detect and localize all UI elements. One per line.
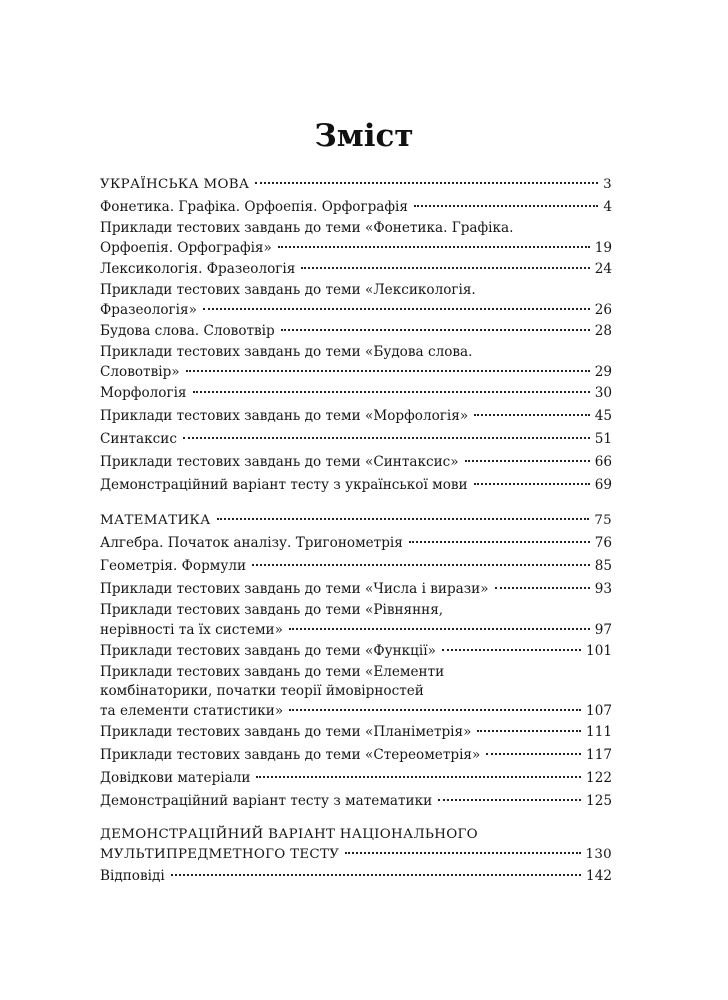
- dot-leader: [252, 564, 590, 566]
- toc-entry: [100, 744, 612, 767]
- toc-entry-text-line: Приклади тестових завдань до теми «Рівняння,: [100, 602, 444, 618]
- toc-entry-row: [100, 451, 612, 474]
- toc-entry-text: Приклади тестових завдань до теми «Морфологія»: [100, 408, 469, 424]
- toc-page-number: 45: [594, 408, 612, 424]
- toc-entry-row: [100, 428, 612, 451]
- toc-page-number: 142: [586, 868, 612, 884]
- dot-leader: [281, 329, 590, 331]
- dot-leader: [495, 587, 590, 589]
- dot-leader: [345, 852, 580, 854]
- toc-page-number: 28: [594, 323, 612, 339]
- toc-entry-row: [100, 701, 612, 721]
- toc-entry-text: Словотвір»: [100, 364, 180, 380]
- toc-page-number: 97: [594, 622, 612, 638]
- toc-entry: [100, 428, 612, 451]
- toc-entry: [100, 555, 612, 578]
- dot-leader: [409, 541, 590, 543]
- dot-leader: [301, 267, 589, 269]
- toc-section-heading: [100, 825, 612, 865]
- dot-leader: [414, 205, 598, 207]
- toc-entry-row: [100, 744, 612, 767]
- section-gap: [100, 497, 612, 509]
- dot-leader: [255, 182, 598, 184]
- toc-page-number: 29: [594, 364, 612, 380]
- toc-page-number: 125: [586, 793, 612, 809]
- toc-entry-text: Орфоепія. Орфографія»: [100, 240, 272, 256]
- toc-entry: [100, 405, 612, 428]
- dot-leader: [183, 437, 590, 439]
- toc-entry-row: [100, 620, 612, 640]
- toc-entry-text: Демонстраційний варіант тесту з української мови: [100, 477, 468, 493]
- toc-entry: [100, 865, 612, 888]
- dot-leader: [486, 753, 581, 755]
- dot-leader: [474, 414, 590, 416]
- toc-entry-row: [100, 532, 612, 555]
- toc-entry: [100, 640, 612, 663]
- toc-entry: [100, 663, 612, 721]
- toc-entry: [100, 767, 612, 790]
- toc-entry-row: [100, 362, 612, 382]
- toc-page-number: 75: [594, 513, 612, 528]
- toc-entry: [100, 578, 612, 601]
- toc-entry-text: Приклади тестових завдань до теми «Числа і вирази»: [100, 581, 489, 597]
- dot-leader: [289, 709, 581, 711]
- toc-page-number: 111: [586, 724, 612, 740]
- toc-page-number: 76: [594, 535, 612, 551]
- toc-entry-text: УКРАЇНСЬКА МОВА: [100, 177, 250, 192]
- toc-page-number: 117: [586, 747, 612, 763]
- toc-entry-text: Морфологія: [100, 385, 187, 401]
- toc-entry-text-line: Приклади тестових завдань до теми «Лексикологія.: [100, 282, 476, 298]
- toc-page-number: 51: [594, 431, 612, 447]
- toc-page-number: 66: [594, 454, 612, 470]
- toc-entry-text: Демонстраційний варіант тесту з математики: [100, 793, 433, 809]
- toc-page-number: 69: [594, 477, 612, 493]
- toc-entry: [100, 382, 612, 405]
- toc-entry-text: Геометрія. Формули: [100, 558, 247, 574]
- toc-page-number: 30: [594, 385, 612, 401]
- toc-entry-text: Синтаксис: [100, 431, 177, 447]
- toc-entry-row: [100, 405, 612, 428]
- dot-leader: [289, 628, 590, 630]
- toc-entry: [100, 721, 612, 744]
- toc-entry: [100, 790, 612, 813]
- toc-entry: [100, 474, 612, 497]
- dot-leader: [477, 730, 581, 732]
- toc-entry-row: [100, 238, 612, 258]
- toc-entry: [100, 343, 612, 382]
- toc-entry-text: Будова слова. Словотвір: [100, 323, 275, 339]
- toc-entry-row: [100, 173, 612, 196]
- dot-leader: [193, 391, 590, 393]
- toc-entry: [100, 196, 612, 219]
- toc-page-number: 130: [585, 847, 612, 862]
- toc-entry-row: [100, 721, 612, 744]
- toc-entry-row: [100, 320, 612, 343]
- section-gap: [100, 813, 612, 825]
- dot-leader: [465, 460, 590, 462]
- toc-section-heading: [100, 509, 612, 532]
- toc-entry-row: [100, 474, 612, 497]
- toc-entry-text: Приклади тестових завдань до теми «Синтаксис»: [100, 454, 459, 470]
- toc-entry-row: [100, 845, 612, 865]
- toc-entry-text-line: Приклади тестових завдань до теми «Будова слова.: [100, 344, 473, 360]
- toc-page-number: 101: [586, 643, 612, 659]
- toc-entry-row: [100, 382, 612, 405]
- toc-entry: [100, 258, 612, 281]
- toc-page-number: 122: [586, 770, 612, 786]
- toc-entry: [100, 532, 612, 555]
- toc-entry: [100, 451, 612, 474]
- toc-entry-text: Приклади тестових завдань до теми «Стереометрія»: [100, 747, 481, 763]
- toc-entry: [100, 219, 612, 258]
- toc-entry-row: [100, 767, 612, 790]
- toc-entry-row: [100, 300, 612, 320]
- toc-page-number: 4: [603, 199, 612, 215]
- toc-entry-row: [100, 555, 612, 578]
- toc-entry-row: [100, 509, 612, 532]
- dot-leader: [171, 874, 581, 876]
- toc-entry-row: [100, 640, 612, 663]
- dot-leader: [278, 246, 590, 248]
- toc-entry-text-line: Приклади тестових завдань до теми «Елементи: [100, 664, 445, 680]
- toc-entry-text: Відповіді: [100, 868, 165, 884]
- toc-entry-text: Приклади тестових завдань до теми «Функції»: [100, 643, 436, 659]
- toc-page-number: 107: [586, 703, 612, 719]
- toc-page-number: 85: [594, 558, 612, 574]
- toc-section-heading: [100, 173, 612, 196]
- toc-entry-text: Приклади тестових завдань до теми «Планіметрія»: [100, 724, 472, 740]
- toc-page-number: 26: [594, 302, 612, 318]
- toc-entry: [100, 320, 612, 343]
- toc-entry-text-line: ДЕМОНСТРАЦІЙНИЙ ВАРІАНТ НАЦІОНАЛЬНОГО: [100, 827, 478, 842]
- dot-leader: [203, 308, 590, 310]
- toc-entry-text: МАТЕМАТИКА: [100, 513, 211, 528]
- toc-entry-text: Фразеологія»: [100, 302, 197, 318]
- table-of-contents: [100, 173, 612, 888]
- dot-leader: [256, 776, 581, 778]
- toc-entry-row: [100, 196, 612, 219]
- toc-entry: [100, 601, 612, 640]
- toc-page-number: 3: [603, 177, 612, 192]
- toc-entry-text: нерівності та їх системи»: [100, 622, 283, 638]
- toc-page-number: 19: [594, 240, 612, 256]
- toc-entry-text: Алгебра. Початок аналізу. Тригонометрія: [100, 535, 403, 551]
- toc-entry-text: та елементи статистики»: [100, 703, 284, 719]
- toc-entry-row: [100, 790, 612, 813]
- toc-entry-text-line: комбінаторики, початки теорії ймовірностей: [100, 683, 424, 699]
- dot-leader: [217, 518, 590, 520]
- toc-entry-text: Лексикологія. Фразеологія: [100, 261, 296, 277]
- dot-leader: [442, 649, 581, 651]
- dot-leader: [438, 799, 581, 801]
- toc-entry-text-line: Приклади тестових завдань до теми «Фонетика. Графіка.: [100, 220, 514, 236]
- toc-entry-text: МУЛЬТИПРЕДМЕТНОГО ТЕСТУ: [100, 847, 340, 862]
- toc-entry-text: Довідкови матеріали: [100, 770, 251, 786]
- toc-entry-row: [100, 865, 612, 888]
- page-title: Зміст: [314, 118, 414, 154]
- toc-entry-row: [100, 578, 612, 601]
- dot-leader: [474, 483, 590, 485]
- dot-leader: [186, 370, 590, 372]
- toc-page-number: 93: [594, 581, 612, 597]
- toc-entry-text: Фонетика. Графіка. Орфоепія. Орфографія: [100, 199, 408, 215]
- toc-entry: [100, 281, 612, 320]
- toc-page-number: 24: [594, 261, 612, 277]
- toc-entry-row: [100, 258, 612, 281]
